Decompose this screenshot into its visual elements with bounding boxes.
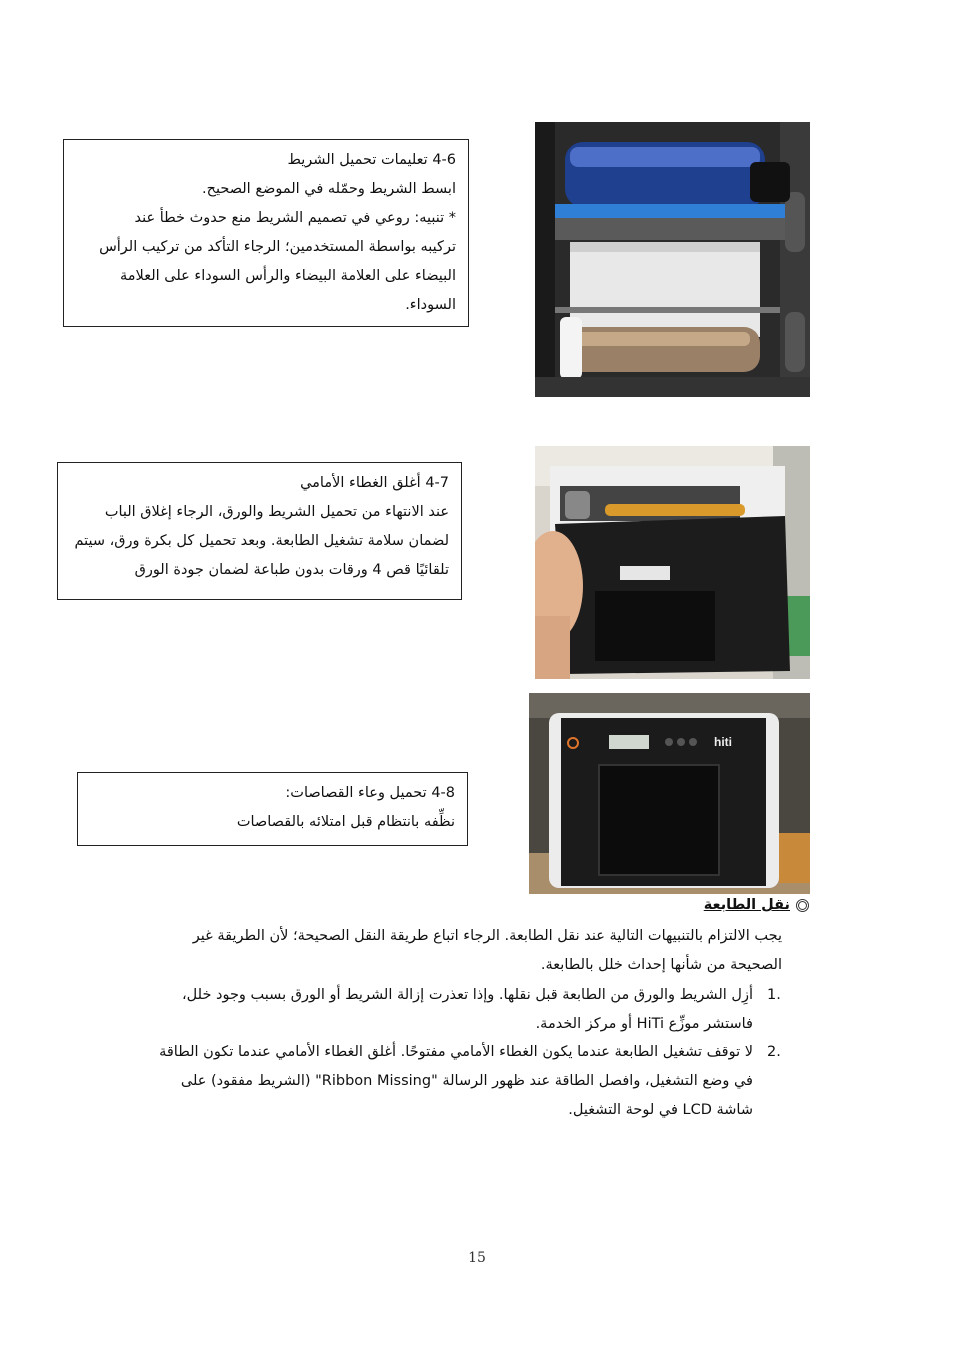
box-title: 4-6 تعليمات تحميل الشريط <box>287 152 456 168</box>
double-circle-bullet-icon <box>796 899 809 912</box>
intro-line: الصحيحة من شأنها إحداث خلل بالطابعة. <box>540 957 782 973</box>
list-number: 2. <box>767 1044 781 1060</box>
box-text: البيضاء على العلامة البيضاء والرأس السوداء على العلامة <box>120 268 456 284</box>
photo-ribbon-loaded <box>535 122 810 397</box>
list-number: 1. <box>767 987 781 1003</box>
transport-heading: نقل الطابعة <box>703 897 790 913</box>
instruction-box-scrap-bin <box>77 772 468 846</box>
box-title: 4-7 أغلق الغطاء الأمامي <box>300 475 449 491</box>
list-item-line: أزِل الشريط والورق من الطابعة قبل نقلها. وإذا تعذرت إزالة الشريط أو الورق بسبب وجود خلل، <box>181 987 753 1003</box>
instruction-box-close-cover <box>57 462 462 600</box>
transport-intro <box>162 922 782 980</box>
box-text: تلقائيًا قص 4 ورقات بدون طباعة لضمان جودة الورق <box>134 562 449 578</box>
list-item-line: في وضع التشغيل، وافصل الطاقة عند ظهور الرسالة "Ribbon Missing" (الشريط مفقود) على <box>180 1073 753 1089</box>
box-title: 4-8 تحميل وعاء القصاصات: <box>285 785 455 801</box>
box-text: * تنبيه: روعي في تصميم الشريط منع حدوث خطأ عند <box>134 210 456 226</box>
box-text: تركيبه بواسطة المستخدمين؛ الرجاء التأكد من تركيب الرأس <box>99 239 456 255</box>
box-text: ابسط الشريط وحمّله في الموضع الصحيح. <box>201 181 456 197</box>
page-number: 15 <box>468 1250 486 1266</box>
photo-printer-front <box>529 693 810 894</box>
list-item-line: فاستشر موزِّع HiTi أو مركز الخدمة. <box>535 1016 753 1032</box>
list-item <box>153 981 753 1039</box>
box-text: نظِّفه بانتظام قبل امتلائه بالقصاصات <box>236 814 455 830</box>
intro-line: يجب الالتزام بالتنبيهات التالية عند نقل الطابعة. الرجاء اتباع طريقة النقل الصحيحة؛ لأن الطريقة غير <box>192 928 782 944</box>
box-text: لضمان سلامة تشغيل الطابعة. وبعد تحميل كل بكرة ورق، سيتم <box>74 533 449 549</box>
photo-closing-cover <box>535 446 810 679</box>
instruction-box-ribbon-loading <box>63 139 469 327</box>
brand-logo: hiti <box>714 735 732 749</box>
box-text: عند الانتهاء من تحميل الشريط والورق، الرجاء إغلاق الباب <box>104 504 449 520</box>
transport-heading-row <box>704 897 809 913</box>
list-item <box>133 1038 753 1125</box>
list-item-line: لا توقف تشغيل الطابعة عندما يكون الغطاء الأمامي مفتوحًا. أغلق الغطاء الأمامي عندما تكون الطاقة <box>159 1044 753 1060</box>
list-item-line: شاشة LCD في لوحة التشغيل. <box>568 1102 753 1118</box>
box-text: السوداء. <box>405 297 456 313</box>
